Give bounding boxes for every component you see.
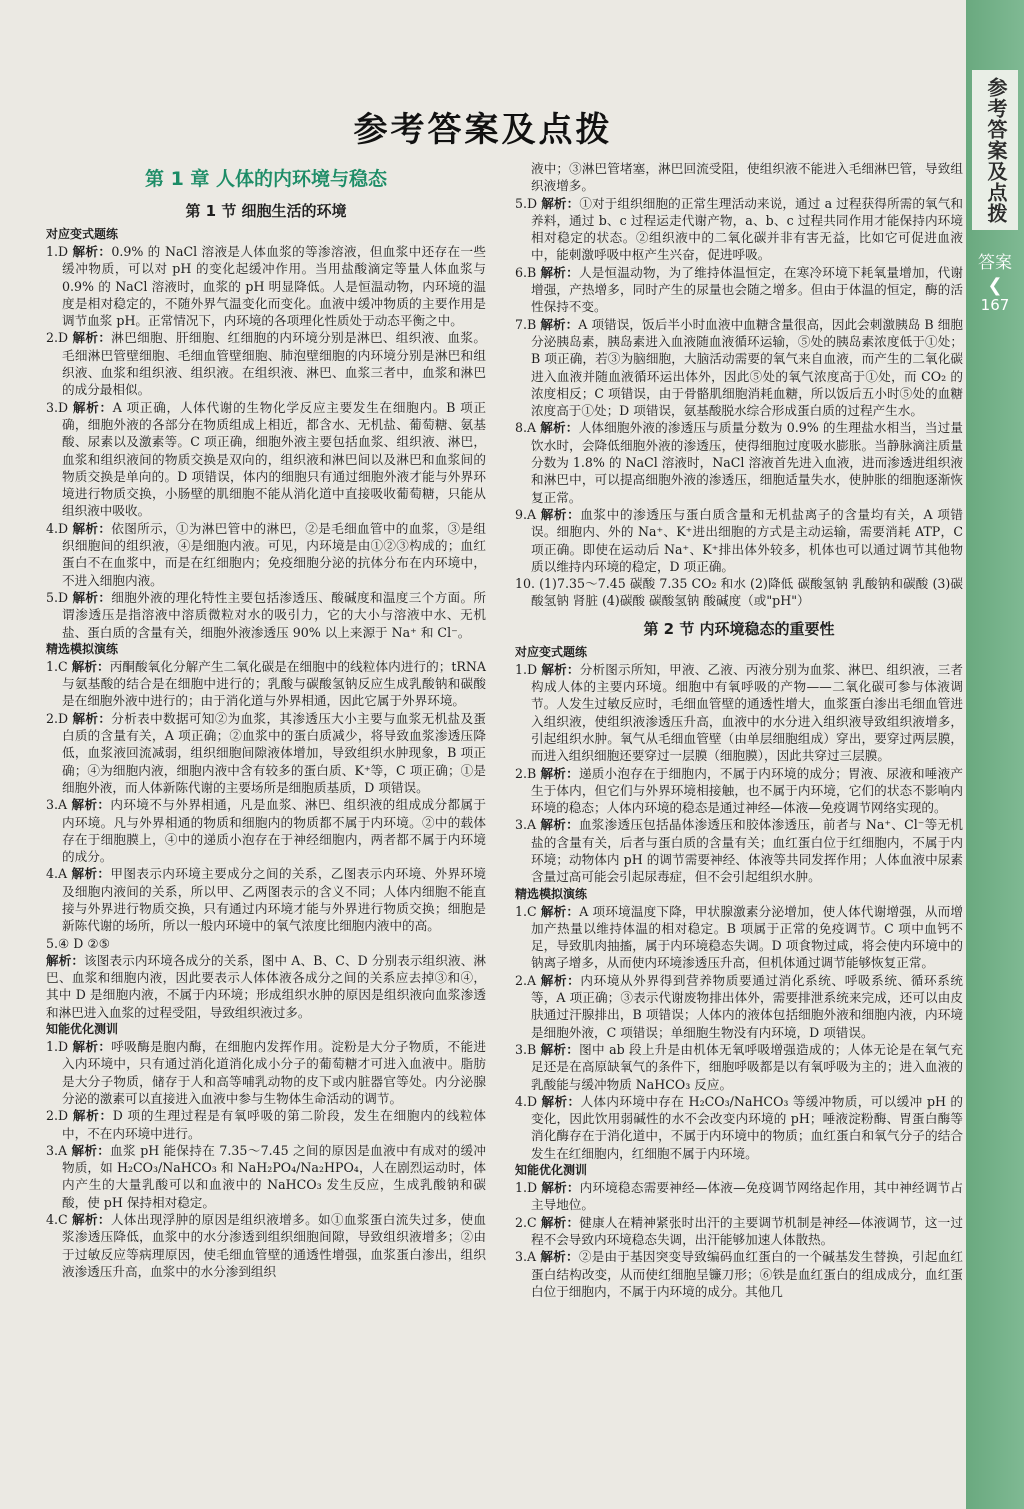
answer-text: 人体出现浮肿的原因是组织液增多。如①血浆蛋白流失过多，使血浆渗透压降低，血浆中的水分渗透到组织细胞间隙，导致组织液增多；②由于过敏反应等病理原因，使毛细血管壁的通透性增强，血浆蛋白渗出，组织液渗透压升高，血浆中的水分渗到组织 bbox=[62, 1212, 486, 1279]
answer-text: 内环境稳态需要神经—体液—免疫调节网络起作用，其中神经调节占主导地位。 bbox=[531, 1180, 964, 1213]
answer-item bbox=[515, 972, 963, 1041]
answer-key: 8.A bbox=[515, 420, 537, 436]
answer-item bbox=[46, 589, 486, 641]
answer-key: 5.D bbox=[515, 195, 538, 211]
right-column bbox=[515, 160, 963, 1300]
answer-text: 人体内环境中存在 H₂CO₃/NaHCO₃ 等缓冲物质，可以缓冲 pH 的变化，因此饮用弱碱性的水不会改变内环境的 pH；唾液淀粉酶、胃蛋白酶等消化酶存在于消化道中，不属于内环境中的物质；血红蛋白和氧气分子的结合发生在红细胞内，红细胞不属于内环境。 bbox=[531, 1093, 963, 1161]
analysis-label: 解析： bbox=[541, 661, 580, 677]
answer-item bbox=[515, 264, 963, 316]
answer-list bbox=[46, 658, 486, 952]
analysis-label: 解析： bbox=[72, 1039, 112, 1055]
analysis-label: 解析： bbox=[541, 1180, 580, 1196]
side-title: 参考答案及点拨 bbox=[972, 70, 1018, 230]
chapter-heading: 第 1 章 人体的内环境与稳态 bbox=[144, 168, 388, 190]
answer-key: 2.D bbox=[46, 330, 69, 346]
answer-text: A 项环境温度下降，甲状腺激素分泌增加，使人体代谢增强，从而增加产热量以维持体温的相对稳定。B 项属于正常的免疫调节。C 项中血钙不足，导致肌肉抽搐，属于内环境稳态失调。D 项食物过咸，将会使内环境中的钠离子增多，从而使内环境渗透压升高，但机体通过调节能够恢复正常。 bbox=[531, 903, 964, 971]
answer-text: 递质小泡存在于细胞内，不属于内环境的成分；胃液、尿液和唾液产生于体内，但它们与外界环境相接触，也不属于内环境，它们的状态不影响内环境的稳态；人体内环境的稳态是通过神经—体液—免疫调节网络实现的。 bbox=[531, 765, 963, 816]
answer-item bbox=[515, 1041, 963, 1093]
answer-text: 甲图表示内环境主要成分之间的关系，乙图表示内环境、外界环境及细胞内液间的关系，所以甲、乙两图表示的含义不同；人体内细胞不能直接与外界进行物质交换，只有通过内环境才能与外界进行物质交换；细胞是新陈代谢的场所，所以一般内环境中的氧气浓度比细胞内液中的高。 bbox=[62, 866, 487, 934]
answer-text: 血浆渗透压包括晶体渗透压和胶体渗透压，前者与 Na⁺、Cl⁻等无机盐的含量有关，后者与蛋白质的含量有关；血红蛋白位于红细胞内，不属于内环境；动物体内 pH 的调节需要神经、体液等共同发挥作用；人体血液中尿素含量过高可能会引起尿毒症，但不会引起组织水肿。 bbox=[531, 817, 963, 885]
answer-item bbox=[515, 1179, 963, 1214]
answer-list bbox=[46, 243, 486, 641]
answer-item bbox=[515, 575, 963, 610]
answer-key: 9.A bbox=[515, 506, 537, 522]
analysis-label: 解析： bbox=[540, 1249, 579, 1265]
answer-text: ①对于组织细胞的正常生理活动来说，通过 a 过程获得所需的氧气和养料，通过 b、c 过程运走代谢产物，a、b、c 过程共同作用才能保持内环境相对稳定的状态。②组织液中的二氧化碳并非有害无益，比如它可促进血液中，能刺激呼吸中枢产生兴奋，促进呼吸。 bbox=[531, 195, 963, 263]
chevron-left-icon: ❮ bbox=[987, 275, 1003, 296]
answer-text: D 项的生理过程是有氧呼吸的第二阶段，发生在细胞内的线粒体中，不在内环境中进行。 bbox=[62, 1108, 486, 1141]
answer-item bbox=[46, 935, 486, 952]
answer-tab-label: 答案 bbox=[978, 253, 1012, 273]
answer-text: 内环境从外界得到营养物质要通过消化系统、呼吸系统、循环系统等，A 项正确；③表示代谢废物排出体外，需要排泄系统来完成，还可以由皮肤通过汗腺排出，B 项错误；人体内的液体包括细胞外液和细胞内液，内环境是细胞外液，C 项错误；单细胞生物没有内环境，D 项错误。 bbox=[531, 972, 964, 1040]
subheading: 精选模拟演练 bbox=[46, 641, 119, 656]
analysis-label: 解析： bbox=[72, 399, 113, 415]
analysis-label: 解析： bbox=[540, 903, 580, 919]
section-heading: 第 2 节 内环境稳态的重要性 bbox=[643, 619, 835, 638]
analysis-label: 解析： bbox=[72, 1212, 111, 1228]
answer-key: 1.C bbox=[515, 903, 537, 919]
analysis-label: 解析： bbox=[541, 1093, 581, 1109]
answer-text: 血浆中的渗透压与蛋白质含量和无机盐离子的含量均有关，A 项错误。细胞内、外的 Na⁺、K⁺进出细胞的方式是主动运输，需要消耗 ATP，C 项正确。即使在运动后 Na⁺、K⁺排出体外较多，机体也可以通过调节其他物质以维持内环境的稳定，D 项正确。 bbox=[531, 506, 963, 574]
analysis-text: 该图表示内环境各成分的关系，图中 A、B、C、D 分别表示组织液、淋巴、血浆和细胞内液，因此要表示人体体液各成分之间的关系应去掉③和④，其中 D 是细胞内液，不属于内环境；形成组织水肿的原因是组织液向血浆渗透和淋巴进入血浆的过程受阻，导致组织液过多。 bbox=[46, 952, 487, 1020]
answer-key: 2.D bbox=[46, 1108, 69, 1124]
answer-item bbox=[46, 710, 486, 796]
answer-text: 分析图示所知，甲液、乙液、丙液分别为血浆、淋巴、组织液，三者构成人体的主要内环境。细胞中有氧呼吸的产物——二氧化碳可参与体液调节。人发生过敏反应时，毛细血管壁的通透性增大，血浆蛋白渗出毛细血管进入组织液，使组织液渗透压升高，血液中的水分进入组织液导致组织液增多，引起组织水肿。氧气从毛细血管壁（由单层细胞组成）穿出，要穿过两层膜，而进入组织细胞还要穿过一层膜（细胞膜），因此共穿过三层膜。 bbox=[531, 661, 964, 764]
answer-list bbox=[515, 195, 963, 610]
answer-key: 3.A bbox=[515, 1249, 537, 1265]
continuation-text: 液中；③淋巴管堵塞，淋巴回流受阻，使组织液不能进入毛细淋巴管，导致组织液增多。 bbox=[531, 161, 963, 194]
answer-item bbox=[515, 316, 963, 420]
answer-key: 3.A bbox=[515, 817, 537, 833]
answer-key: 1.D bbox=[515, 1180, 538, 1196]
analysis-label: 解析： bbox=[540, 765, 579, 781]
page-title: 参考答案及点拨 bbox=[353, 110, 613, 150]
answer-item bbox=[515, 1248, 963, 1300]
answer-key: 5.D bbox=[46, 589, 69, 605]
answer-list bbox=[46, 1038, 486, 1280]
answer-item bbox=[515, 1093, 963, 1162]
analysis-label: 解析： bbox=[72, 244, 112, 259]
answer-item bbox=[46, 796, 486, 865]
answer-text: 人体细胞外液的渗透压与质量分数为 0.9% 的生理盐水相当，当过量饮水时，会降低细胞外液的渗透压，使得细胞过度吸水膨胀。当静脉滴注质量分数为 1.8% 的 NaCl 溶液时，NaCl 溶液首先进入血液，进而渗透进组织液和淋巴中，可以提高细胞外液的渗透压，细胞适量失水，使肿胀的细胞逐渐恢复正常。 bbox=[531, 420, 963, 505]
answer-text: 淋巴细胞、肝细胞、红细胞的内环境分别是淋巴、组织液、血浆。毛细淋巴管壁细胞、毛细血管壁细胞、肺泡壁细胞的内环境分别是淋巴和组织液、血浆和组织液、组织液。在组织液、淋巴、血浆三者中，血浆和淋巴的成分最相似。 bbox=[62, 330, 487, 398]
analysis-label: 解析： bbox=[540, 264, 579, 280]
subheading: 对应变式题练 bbox=[46, 227, 119, 241]
answer-item bbox=[515, 765, 963, 817]
answer-text: 血浆 pH 能保持在 7.35～7.45 之间的原因是血液中有成对的缓冲物质，如 H₂CO₃/NaHCO₃ 和 NaH₂PO₄/Na₂HPO₄，人在剧烈运动时，体内产生的大量乳酸可以和血液中的 NaHCO₃ 发生反应，生成乳酸钠和碳酸，使 pH 保持相对稳定。 bbox=[62, 1142, 487, 1210]
answer-key: 7.B bbox=[515, 316, 537, 332]
analysis-label: 解析： bbox=[540, 1214, 580, 1230]
answer-key: 2.D bbox=[46, 710, 69, 726]
analysis-label: 解析： bbox=[540, 972, 581, 988]
analysis-label: 解析： bbox=[540, 316, 579, 332]
answer-item bbox=[515, 195, 963, 264]
answer-list bbox=[515, 903, 963, 1162]
answer-key: 5.④ D ②⑤ bbox=[46, 935, 110, 951]
answer-text: 图中 ab 段上升是由机体无氧呼吸增强造成的；人体无论是在氧气充足还是在高原缺氧气的条件下，细胞呼吸都是以有氧呼吸为主的；进入血液的乳酸能与缓冲物质 NaHCO₃ 反应。 bbox=[531, 1041, 964, 1092]
answer-item bbox=[515, 816, 963, 885]
answer-key: 2.B bbox=[515, 765, 537, 781]
analysis-label: 解析： bbox=[540, 817, 579, 833]
analysis-label: 解析： bbox=[71, 797, 111, 813]
answer-text: A 项正确，人体代谢的生物化学反应主要发生在细胞内。B 项正确，细胞外液的各部分在物质组成上相近，都含水、无机盐、葡萄糖、氨基酸、尿素以及激素等。C 项正确，细胞外液主要包括血浆、组织液、淋巴，血浆和组织液间的物质交换是双向的，组织液和淋巴间以及淋巴和血浆间的物质交换是单向的。D 项错误，体内的细胞只有通过细胞外液才能与外界环境进行物质交换，小肠壁的肌细胞不能从消化道中直接吸收葡萄糖，只能从组织液中吸收。 bbox=[62, 399, 486, 519]
answer-key: 1.D bbox=[46, 244, 69, 259]
page-number: 167 bbox=[980, 296, 1010, 314]
answer-text: 丙酮酸氧化分解产生二氧化碳是在细胞中的线粒体内进行的；tRNA 与氨基酸的结合是在细胞中进行的；乳酸与碳酸氢钠反应生成乳酸钠和碳酸是在细胞外液中进行的；由于消化道与外界相通，因此它属于外界环境。 bbox=[62, 658, 486, 709]
answer-text: 健康人在精神紧张时出汗的主要调节机制是神经—体液调节，这一过程不会导致内环境稳态失调，出汗能够加速人体散热。 bbox=[531, 1214, 964, 1247]
answer-list bbox=[515, 661, 963, 886]
answer-key: 3.D bbox=[46, 399, 69, 415]
answer-key: 4.C bbox=[46, 1212, 68, 1228]
analysis-label: 解析： bbox=[71, 658, 110, 674]
answer-key: 1.D bbox=[515, 661, 538, 677]
analysis-label: 解析： bbox=[540, 1041, 580, 1057]
answer-item bbox=[46, 1038, 486, 1107]
answer-item bbox=[515, 661, 963, 765]
answer-item bbox=[515, 1214, 963, 1249]
answer-item bbox=[515, 903, 963, 972]
answer-text: 分析表中数据可知②为血浆，其渗透压大小主要与血浆无机盐及蛋白质的含量有关，A 项正确；②血浆中的蛋白质减少，将导致血浆渗透压降低，血浆液回流减弱，组织细胞间隙液体增加，导致组织水肿现象，B 项正确；④为细胞内液，细胞内液中含有较多的蛋白质、K⁺等，C 项正确；①是细胞外液，而人体新陈代谢的主要场所是细胞质基质，D 项错误。 bbox=[62, 710, 487, 795]
answer-text: (1)7.35～7.45 碳酸 7.35 CO₂ 和水 (2)降低 碳酸氢钠 乳酸钠和碳酸 (3)碳酸氢钠 肾脏 (4)碳酸 碳酸氢钠 酸碱度（或"pH"） bbox=[531, 576, 963, 609]
analysis-label: 解析： bbox=[541, 195, 580, 211]
analysis-label: 解析： bbox=[72, 330, 112, 346]
answer-item bbox=[46, 1211, 486, 1280]
analysis-label: 解析： bbox=[72, 1108, 113, 1124]
left-column bbox=[46, 160, 486, 1280]
subheading: 精选模拟演练 bbox=[515, 886, 588, 901]
answer-key: 6.B bbox=[515, 264, 537, 280]
answer-text: 0.9% 的 NaCl 溶液是人体血浆的等渗溶液，但血浆中还存在一些缓冲物质，可以对 pH 的变化起缓冲作用。当用盐酸滴定等量人体血浆与 0.9% 的 NaCl 溶液时，血浆的 pH 明显降低。人是恒温动物，内环境的温度是相对稳定的，不随外界气温变化而变化。血液中缓冲物质的主要作用是调节血浆 pH。正常情况下，内环境的各项理化性质处于动态平衡之中。 bbox=[62, 244, 486, 329]
answer-key: 10. bbox=[515, 576, 536, 592]
analysis-label: 解析： bbox=[72, 589, 112, 605]
answer-key: 4.D bbox=[46, 520, 69, 536]
analysis-label: 解析： bbox=[72, 520, 112, 536]
answer-item bbox=[46, 329, 486, 398]
answer-tab bbox=[972, 250, 1018, 370]
answer-text: ②是由于基因突变导致编码血红蛋白的一个碱基发生替换，引起血红蛋白结构改变，从而使红细胞呈镰刀形；⑥铁是血红蛋白的组成成分，血红蛋白位于细胞内，不属于内环境的成分。其他几 bbox=[531, 1249, 964, 1299]
answer-key: 1.C bbox=[46, 658, 68, 674]
analysis-label: 解析： bbox=[71, 866, 111, 882]
answer-key: 3.A bbox=[46, 1142, 68, 1158]
section-heading: 第 1 节 细胞生活的环境 bbox=[185, 202, 347, 220]
answer-key: 2.A bbox=[515, 972, 537, 988]
answer-key: 3.B bbox=[515, 1041, 537, 1057]
answer-key: 2.C bbox=[515, 1214, 537, 1230]
subheading: 对应变式题练 bbox=[515, 644, 588, 659]
answer-item bbox=[46, 399, 486, 520]
answer-list bbox=[515, 1179, 963, 1300]
answer-text: 细胞外液的理化特性主要包括渗透压、酸碱度和温度三个方面。所谓渗透压是指溶液中溶质微粒对水的吸引力，它的大小与溶液中水、无机盐、蛋白质的含量有关，细胞外液渗透压 90% 以上来源于 Na⁺ 和 Cl⁻。 bbox=[62, 589, 487, 640]
answer-item bbox=[515, 419, 963, 505]
subheading: 知能优化测训 bbox=[46, 1022, 119, 1037]
analysis-label: 解析： bbox=[46, 952, 85, 968]
analysis-label: 解析： bbox=[72, 710, 112, 726]
answer-item bbox=[46, 1142, 486, 1211]
analysis-label: 解析： bbox=[71, 1142, 111, 1158]
answer-text: 依图所示，①为淋巴管中的淋巴，②是毛细血管中的血浆，③是组织细胞间的组织液，④是细胞内液。可见，内环境是由①②③构成的；血红蛋白不在血浆中，而是在红细胞内；免疫细胞分泌的抗体分布在内环境中，不进入细胞内液。 bbox=[62, 520, 487, 588]
answer-item bbox=[46, 520, 486, 589]
subheading: 知能优化测训 bbox=[515, 1163, 588, 1178]
answer-text: 内环境不与外界相通，凡是血浆、淋巴、组织液的组成成分都属于内环境。凡与外界相通的物质和细胞内的物质都不属于内环境。②中的载体存在于细胞膜上，④中的递质小泡存在于神经细胞内，两者都不属于内环境的成分。 bbox=[62, 797, 487, 865]
answer-item bbox=[46, 658, 486, 710]
answer-item bbox=[46, 1107, 486, 1142]
analysis-paragraph bbox=[46, 952, 486, 1021]
answer-text: A 项错误，饭后半小时血液中血糖含量很高，因此会刺激胰岛 B 细胞分泌胰岛素，胰岛素进入血液随血液循环运输，⑤处的胰岛素浓度低于①处；B 项正确，若③为脑细胞，大脑活动需要的氧气来自血液，而产生的二氧化碳进入血液并随血液循环运出体外，因此⑤处的氧气浓度高于①处，而 CO₂ 的浓度相反；C 项错误，由于骨骼肌细胞消耗血糖，所以饭后五小时⑤处的血糖浓度高于①处；D 项错误，氨基酸脱水综合形成蛋白质的过程产生水。 bbox=[531, 316, 963, 419]
answer-key: 3.A bbox=[46, 797, 68, 813]
analysis-label: 解析： bbox=[540, 506, 581, 522]
answer-item bbox=[46, 865, 486, 934]
answer-text: 呼吸酶是胞内酶，在细胞内发挥作用。淀粉是大分子物质，不能进入内环境中，只有通过消化道消化成小分子的葡萄糖才可进入血液中。脂肪是大分子物质，储存于人和高等哺乳动物的皮下或内脏器官等处。内分泌腺分泌的激素可以直接进入血液中参与生物体生命活动的调节。 bbox=[62, 1039, 487, 1106]
answer-text: 人是恒温动物，为了维持体温恒定，在寒冷环境下耗氧量增加，代谢增强，产热增多，同时产生的尿量也会随之增多。但由于体温的恒定，酶的活性保持不变。 bbox=[531, 264, 963, 315]
answer-key: 1.D bbox=[46, 1039, 69, 1055]
answer-item bbox=[515, 506, 963, 575]
answer-key: 4.A bbox=[46, 866, 68, 882]
answer-item bbox=[46, 243, 486, 329]
analysis-label: 解析： bbox=[540, 420, 579, 436]
answer-key: 4.D bbox=[515, 1093, 538, 1109]
